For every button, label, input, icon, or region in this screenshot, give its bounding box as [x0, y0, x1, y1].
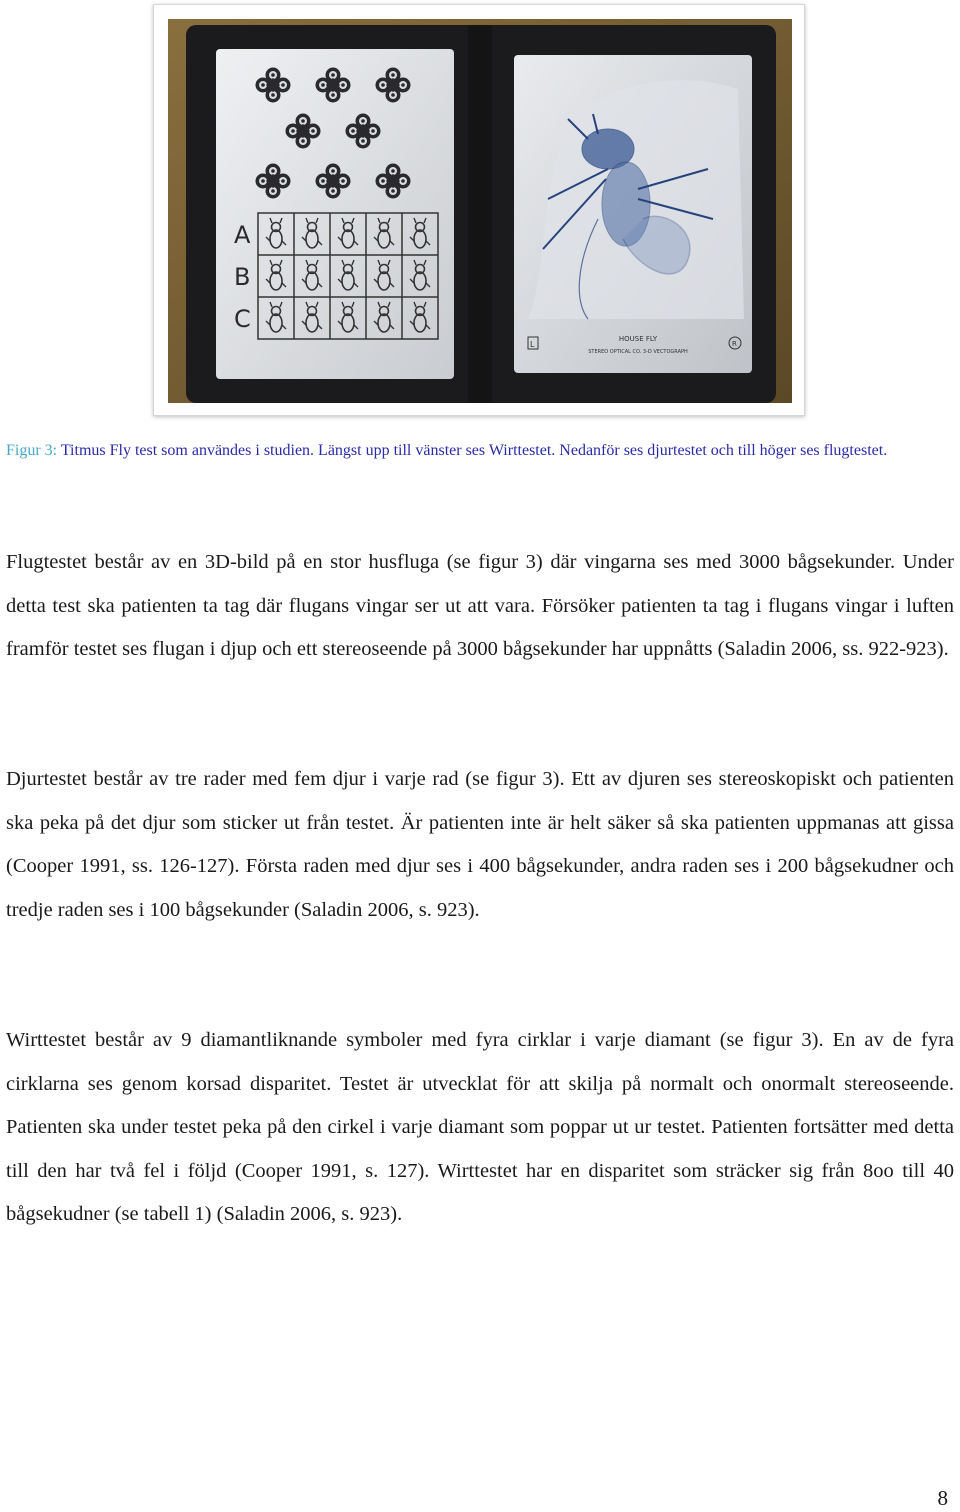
figure-caption-label: Figur 3: [6, 442, 58, 459]
titmus-fly-test-illustration [168, 19, 792, 403]
paragraph-djurtest: Djurtestet består av tre rader med fem djur i varje rad (se figur 3). Ett av djuren ses stereoskopiskt och patienten ska peka på det djur som sticker ut från testet. Är patienten inte är helt säker så ska patienten uppmanas att gissa (Cooper 1991, ss. 126-127). Första raden med djur ses i 400 bågsekunder, andra raden ses i 200 bågsekudner och tredje raden ses i 100 bågsekunder (Saladin 2006, s. 923). [6, 768, 954, 921]
row-label-b: B [234, 263, 251, 291]
paragraph-flugtest: Flugtestet består av en 3D-bild på en stor husfluga (se figur 3) där vingarna ses med 3000 bågsekunder. Under detta test ska patienten ta tag där flugans vingar ser ut att vara. Försöker patienten ta tag i flugans vingar i luften framför testet ses flugan i djup och ett stereoseende på 3000 bågsekunder har uppnåtts (Saladin 2006, ss. 922-923). [6, 551, 954, 660]
row-label-a: A [234, 221, 251, 249]
card-title: HOUSE FLY [618, 335, 658, 343]
card-subtitle: STEREO OPTICAL CO. 3-D VECTOGRAPH [588, 349, 688, 355]
figure-caption-text: Titmus Fly test som användes i studien. Längst upp till vänster ses Wirttestet. Nedanför ses djurtestet och till höger ses flugtestet. [57, 442, 888, 459]
figure-photo-frame [153, 4, 805, 416]
figure-caption [6, 440, 954, 462]
card-label-left: L [530, 340, 535, 349]
paragraph-wirttest: Wirttestet består av 9 diamantliknande symboler med fyra cirklar i varje diamant (se figur 3). En av de fyra cirklarna ses genom korsad disparitet. Testet är utvecklat för att skilja på normalt och onormalt stereoseende. Patienten ska under testet peka på den cirkel i varje diamant som poppar ut ur testet. Patienten fortsätter med detta till den har två fel i följd (Cooper 1991, s. 127). Wirttestet har en disparitet som sträcker sig från 8oo till 40 bågsekudner (se tabell 1) (Saladin 2006, s. 923). [6, 1029, 954, 1225]
titmus-fly-test-photo [168, 19, 792, 403]
page-number: 8 [937, 1486, 948, 1510]
card-label-right: R [732, 340, 737, 348]
row-label-c: C [234, 305, 251, 333]
